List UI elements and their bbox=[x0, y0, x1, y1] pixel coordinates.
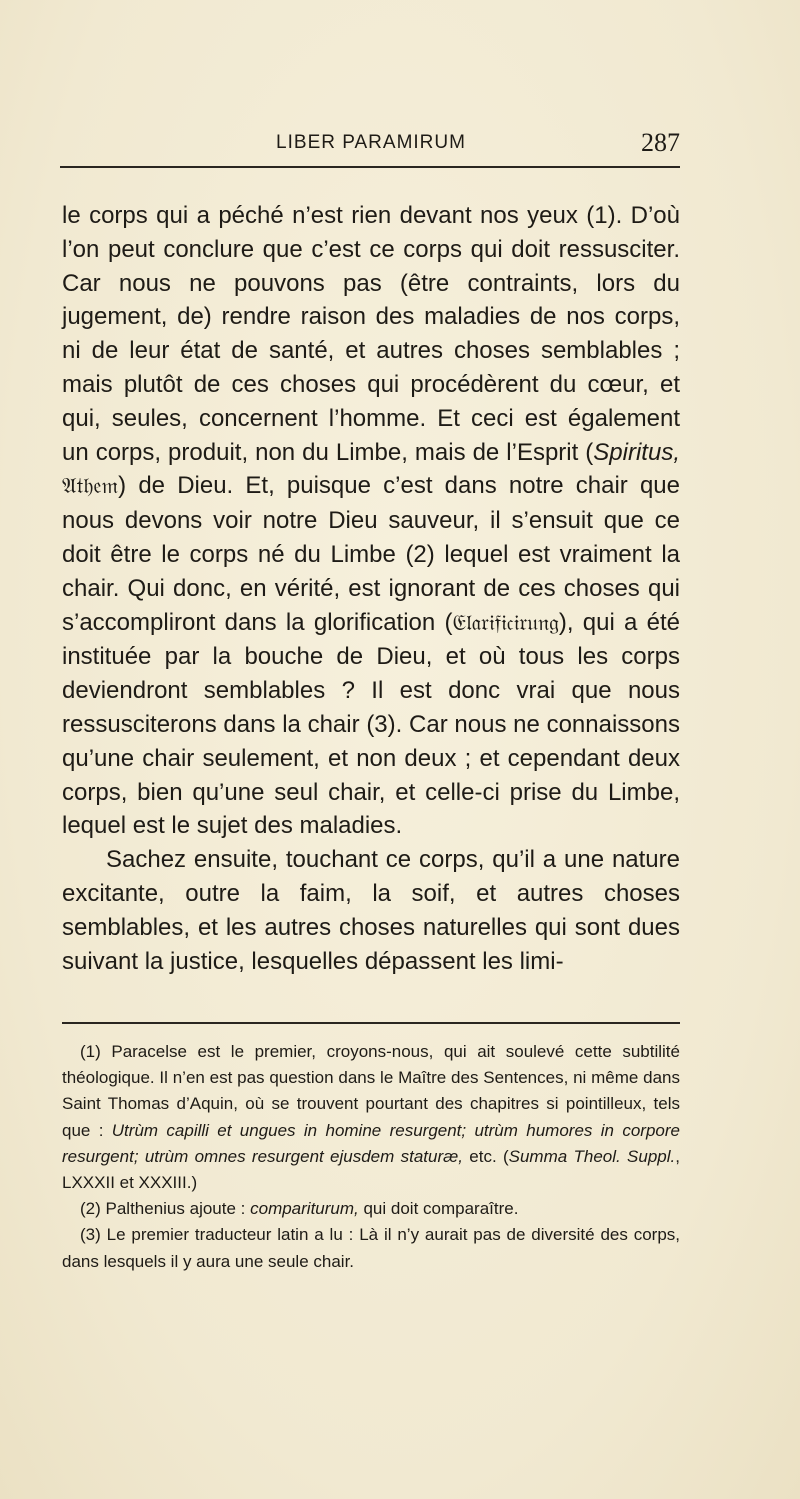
footnote-2-part-b: qui doit comparaître. bbox=[358, 1199, 519, 1219]
footnote-3: (3) Le premier traducteur latin a lu : Là il n’y aurait pas de diversité des corps, dans lesquels il y aura une seule chair. bbox=[62, 1225, 680, 1271]
main-text bbox=[62, 199, 680, 978]
footnotes bbox=[62, 1039, 680, 1275]
german-term-athem: 𝔄𝔱𝔥𝔢𝔪 bbox=[62, 474, 119, 500]
footnote-2-latin-word: compariturum, bbox=[250, 1199, 359, 1219]
paragraph-1-part-b: ) de Dieu. Et, puisque c’est dans notre chair que nous devons voir notre Dieu sauveur, il s’ensuit que ce doit être le corps né du Limbe (2) lequel est vraiment la chair. Qui donc, en vérité, est ignorant de ces choses qui s’accompliront dans la glorification ( bbox=[62, 472, 680, 636]
header-rule bbox=[60, 166, 680, 168]
footnote-1-part-c: , LXXXII et XXXIII.) bbox=[62, 1146, 680, 1193]
footnote-2 bbox=[62, 1196, 680, 1222]
footnote-rule bbox=[62, 1022, 680, 1024]
paragraph-1 bbox=[62, 199, 680, 843]
footnote-2-part-a: (2) Palthenius ajoute : bbox=[80, 1199, 251, 1219]
running-title: LIBER PARAMIRUM bbox=[276, 132, 466, 153]
paragraph-1-part-a: le corps qui a péché n’est rien devant nos yeux (1). D’où l’on peut conclure que c’est ce corps qui doit ressusciter. Car nous ne pouvons pas (être contraints, lors du jugement, de) rendre raison des maladies de nos corps, ni de leur état de santé, et autres choses semblables ; mais plutôt de ces choses qui procédèrent du cœur, et qui, seules, concernent l’homme. Et ceci est également un corps, produit, non du Limbe, mais de l’Esprit ( bbox=[62, 202, 680, 466]
footnote-1-latin-quote: Utrùm capilli et ungues in homine resurgent; utrùm humores in corpore resurgent; utrùm omnes resurgent ejusdem staturæ, bbox=[62, 1120, 680, 1166]
running-head bbox=[62, 128, 680, 158]
paragraph-2: Sachez ensuite, touchant ce corps, qu’il a une nature excitante, outre la faim, la soif, et autres choses semblables, et les autres choses naturelles qui sont dues suivant la justice, lesquelles dépassent les limi- bbox=[62, 846, 680, 975]
footnote-1-citation: Summa Theol. Suppl. bbox=[508, 1146, 676, 1166]
footnote-1-part-b: etc. ( bbox=[462, 1146, 509, 1166]
footnote-1 bbox=[62, 1039, 680, 1196]
page-number: 287 bbox=[641, 128, 680, 157]
paragraph-1-part-c: ), qui a été instituée par la bouche de Dieu, et où tous les corps deviendront semblables ? Il est donc vrai que nous ressusciterons dans la chair (3). Car nous ne connaissons qu’une chair seulement, et non deux ; et cependant deux corps, bien qu’une seul chair, et celle-ci prise du Limbe, lequel est le sujet des maladies. bbox=[62, 608, 680, 840]
footnote-1-part-a: (1) Paracelse est le premier, croyons-nous, qui ait soulevé cette subtilité théologique. Il n’en est pas question dans le Maître des Sentences, ni même dans Saint Thomas d’Aquin, où se trouvent pourtant des chapitres si pointilleux, tels que : bbox=[62, 1042, 680, 1140]
german-term-clarificirung: 𝔈𝔩𝔞𝔯𝔦𝔣𝔦𝔠𝔦𝔯𝔲𝔫𝔤 bbox=[452, 610, 559, 636]
latin-term-spiritus: Spiritus, bbox=[593, 438, 680, 466]
